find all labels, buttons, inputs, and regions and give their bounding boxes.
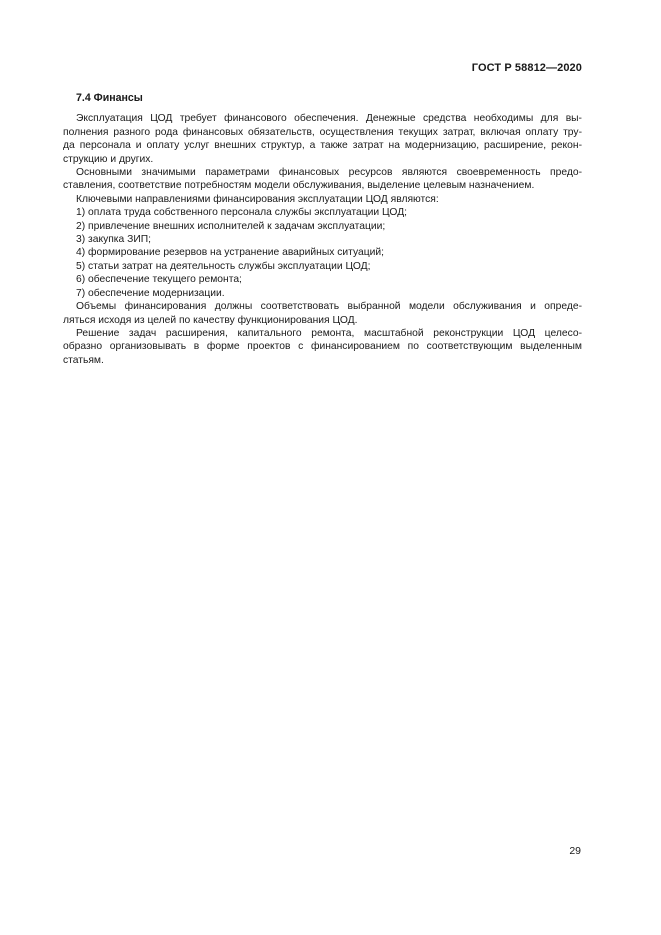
page-number: 29 bbox=[569, 845, 581, 857]
list-item: 2) привлечение внешних исполнителей к задачам эксплуатации; bbox=[76, 220, 386, 232]
list-item: 4) формирование резервов на устранение аварийных ситуаций; bbox=[76, 247, 384, 259]
list-item: 3) закупка ЗИП; bbox=[76, 234, 152, 246]
paragraph-line: ставления, соответствие потребностям модели обслуживания, выделение целевым назначением. bbox=[63, 180, 535, 192]
list-item: 1) оплата труда собственного персонала службы эксплуатации ЦОД; bbox=[76, 207, 408, 219]
paragraph-line: статьям. bbox=[63, 354, 104, 366]
page-content bbox=[63, 92, 582, 367]
standard-code: ГОСТ Р 58812—2020 bbox=[471, 62, 582, 74]
paragraph-projects bbox=[63, 327, 582, 367]
funding-directions-list bbox=[76, 206, 582, 300]
paragraph-line: Объемы финансирования должны соответствовать выбранной модели обслуживания и опреде- bbox=[76, 301, 582, 313]
list-item: 6) обеспечение текущего ремонта; bbox=[76, 274, 242, 286]
list-item: 7) обеспечение модернизации. bbox=[76, 287, 225, 299]
paragraph-line: Решение задач расширения, капитального ремонта, масштабной реконструкции ЦОД целесо- bbox=[76, 327, 582, 339]
paragraph-line: струкцию и других. bbox=[63, 153, 154, 165]
paragraph-parameters bbox=[63, 166, 582, 193]
list-item: 5) статьи затрат на деятельность службы эксплуатации ЦОД; bbox=[76, 260, 371, 272]
paragraph-purpose bbox=[63, 112, 582, 166]
paragraph-line: ляться исходя из целей по качеству функционирования ЦОД. bbox=[63, 314, 358, 326]
paragraph-volumes bbox=[63, 300, 582, 327]
paragraph-line: Ключевыми направлениями финансирования эксплуатации ЦОД являются: bbox=[76, 193, 439, 205]
paragraph-line: да персонала и оплату услуг внешних структур, а также затрат на модернизацию, расширение, рекон- bbox=[63, 140, 582, 152]
paragraph-line: образно организовывать в форме проектов с финансированием по соответствующим выделенным bbox=[63, 341, 582, 353]
section-title: 7.4 Финансы bbox=[76, 92, 143, 104]
paragraph-directions bbox=[76, 193, 582, 206]
paragraph-line: Основными значимыми параметрами финансовых ресурсов являются своевременность предо- bbox=[76, 167, 582, 179]
paragraph-line: Эксплуатация ЦОД требует финансового обеспечения. Денежные средства необходимы для вы- bbox=[76, 113, 582, 125]
paragraph-line: полнения разного рода финансовых обязательств, осуществления текущих затрат, включая оплату тру- bbox=[63, 126, 582, 138]
